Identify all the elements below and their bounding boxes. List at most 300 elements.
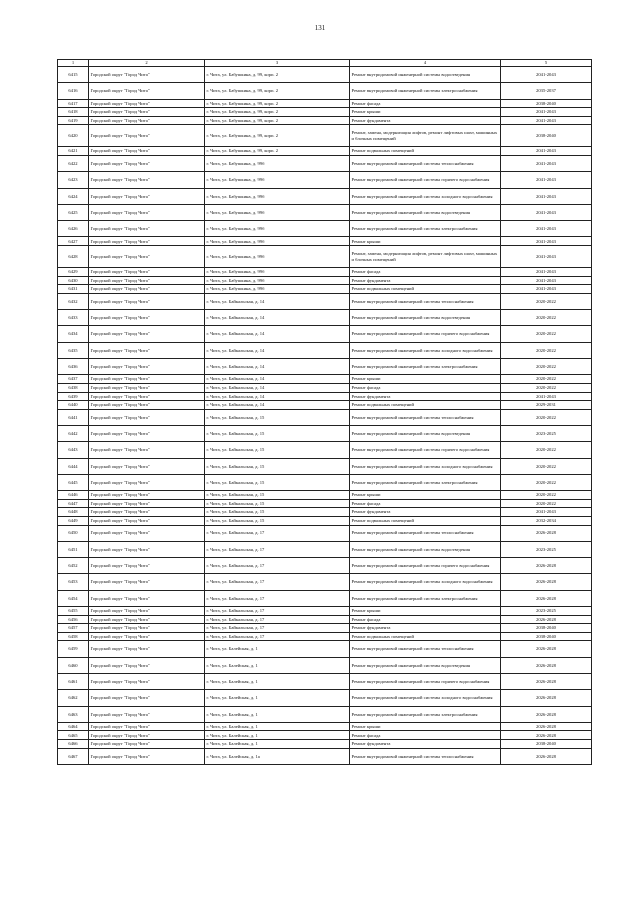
- row-number-cell: 6433: [58, 310, 89, 326]
- table-row: [58, 508, 592, 517]
- table-row: [58, 641, 592, 657]
- work-type-cell: Ремонт внутридомовой инженерной системы теплоснабжения: [350, 293, 501, 309]
- column-header: 3: [205, 60, 350, 67]
- work-type-cell: Ремонт подвальных помещений: [350, 285, 501, 294]
- municipality-cell: Городской округ "Город Чита": [89, 342, 205, 358]
- row-number-cell: 6417: [58, 99, 89, 108]
- column-number-row: [58, 60, 592, 67]
- period-cell: 2026-2028: [501, 722, 592, 731]
- municipality-cell: Городской округ "Город Чита": [89, 458, 205, 474]
- table-row: [58, 310, 592, 326]
- municipality-cell: Городской округ "Город Чита": [89, 83, 205, 99]
- work-type-cell: Ремонт внутридомовой инженерной системы теплоснабжения: [350, 155, 501, 171]
- work-type-cell: Ремонт внутридомовой инженерной системы холодного водоснабжения: [350, 342, 501, 358]
- municipality-cell: Городской округ "Город Чита": [89, 525, 205, 541]
- work-type-cell: Ремонт внутридомовой инженерной системы электроснабжения: [350, 474, 501, 490]
- municipality-cell: Городской округ "Город Чита": [89, 574, 205, 590]
- address-cell: г. Чита, ул. Балейская, д. 1: [205, 641, 350, 657]
- work-type-cell: Ремонт крыши: [350, 607, 501, 616]
- table-row: [58, 285, 592, 294]
- municipality-cell: Городской округ "Город Чита": [89, 172, 205, 188]
- row-number-cell: 6419: [58, 116, 89, 125]
- work-type-cell: Ремонт, замена, модернизация лифтов, ремонт лифтовых шахт, машинных и блочных помещений: [350, 246, 501, 268]
- table-row: [58, 425, 592, 441]
- address-cell: г. Чита, ул. Бабушкина, д. 99, корп. 2: [205, 99, 350, 108]
- work-type-cell: Ремонт фасада: [350, 731, 501, 740]
- address-cell: г. Чита, ул. Бабушкина, д. 99б: [205, 204, 350, 220]
- address-cell: г. Чита, ул. Бабушкина, д. 99б: [205, 276, 350, 285]
- period-cell: 2026-2028: [501, 657, 592, 673]
- address-cell: г. Чита, ул. Бабушкина, д. 99, корп. 2: [205, 108, 350, 117]
- address-cell: г. Чита, ул. Балейская, д. 1: [205, 706, 350, 722]
- period-cell: 2038-2040: [501, 125, 592, 147]
- column-header: 1: [58, 60, 89, 67]
- row-number-cell: 6434: [58, 326, 89, 342]
- row-number-cell: 6450: [58, 525, 89, 541]
- municipality-cell: Городской округ "Город Чита": [89, 125, 205, 147]
- period-cell: 2041-2043: [501, 276, 592, 285]
- work-type-cell: Ремонт крыши: [350, 491, 501, 500]
- work-type-cell: Ремонт внутридомовой инженерной системы теплоснабжения: [350, 409, 501, 425]
- address-cell: г. Чита, ул. Байкальская, д. 17: [205, 541, 350, 557]
- period-cell: 2038-2040: [501, 632, 592, 641]
- table-row: [58, 458, 592, 474]
- work-type-cell: Ремонт фундамента: [350, 276, 501, 285]
- table-row: [58, 383, 592, 392]
- period-cell: 2020-2022: [501, 293, 592, 309]
- address-cell: г. Чита, ул. Байкальская, д. 14: [205, 401, 350, 410]
- work-type-cell: Ремонт внутридомовой инженерной системы электроснабжения: [350, 221, 501, 237]
- table-row: [58, 474, 592, 490]
- period-cell: 2026-2028: [501, 525, 592, 541]
- row-number-cell: 6453: [58, 574, 89, 590]
- municipality-cell: Городской округ "Город Чита": [89, 401, 205, 410]
- row-number-cell: 6444: [58, 458, 89, 474]
- table-row: [58, 740, 592, 749]
- period-cell: 2041-2043: [501, 508, 592, 517]
- table-row: [58, 204, 592, 220]
- period-cell: 2041-2043: [501, 246, 592, 268]
- period-cell: 2041-2043: [501, 172, 592, 188]
- table-row: [58, 722, 592, 731]
- address-cell: г. Чита, ул. Байкальская, д. 14: [205, 342, 350, 358]
- address-cell: г. Чита, ул. Байкальская, д. 17: [205, 615, 350, 624]
- row-number-cell: 6448: [58, 508, 89, 517]
- period-cell: 2041-2043: [501, 237, 592, 246]
- address-cell: г. Чита, ул. Бабушкина, д. 99б: [205, 285, 350, 294]
- table-row: [58, 706, 592, 722]
- row-number-cell: 6418: [58, 108, 89, 117]
- address-cell: г. Чита, ул. Балейская, д. 1: [205, 690, 350, 706]
- row-number-cell: 6422: [58, 155, 89, 171]
- municipality-cell: Городской округ "Город Чита": [89, 155, 205, 171]
- work-type-cell: Ремонт фасада: [350, 383, 501, 392]
- municipality-cell: Городской округ "Город Чита": [89, 276, 205, 285]
- period-cell: 2041-2043: [501, 268, 592, 277]
- row-number-cell: 6424: [58, 188, 89, 204]
- table-row: [58, 276, 592, 285]
- row-number-cell: 6425: [58, 204, 89, 220]
- row-number-cell: 6463: [58, 706, 89, 722]
- municipality-cell: Городской округ "Город Чита": [89, 359, 205, 375]
- period-cell: 2038-2040: [501, 624, 592, 633]
- work-type-cell: Ремонт подвальных помещений: [350, 401, 501, 410]
- row-number-cell: 6457: [58, 624, 89, 633]
- table-row: [58, 359, 592, 375]
- work-type-cell: Ремонт внутридомовой инженерной системы горячего водоснабжения: [350, 326, 501, 342]
- municipality-cell: Городской округ "Город Чита": [89, 392, 205, 401]
- table-row: [58, 632, 592, 641]
- period-cell: 2038-2040: [501, 740, 592, 749]
- work-type-cell: Ремонт внутридомовой инженерной системы электроснабжения: [350, 706, 501, 722]
- capital-repair-table: [57, 59, 592, 765]
- table-row: [58, 624, 592, 633]
- table-row: [58, 674, 592, 690]
- period-cell: 2041-2043: [501, 108, 592, 117]
- row-number-cell: 6462: [58, 690, 89, 706]
- municipality-cell: Городской округ "Город Чита": [89, 237, 205, 246]
- municipality-cell: Городской округ "Город Чита": [89, 246, 205, 268]
- period-cell: 2041-2043: [501, 392, 592, 401]
- period-cell: 2041-2043: [501, 221, 592, 237]
- row-number-cell: 6421: [58, 147, 89, 156]
- municipality-cell: Городской округ "Город Чита": [89, 188, 205, 204]
- row-number-cell: 6443: [58, 442, 89, 458]
- municipality-cell: Городской округ "Город Чита": [89, 293, 205, 309]
- work-type-cell: Ремонт внутридомовой инженерной системы водоотведения: [350, 657, 501, 673]
- table-row: [58, 342, 592, 358]
- table-row: [58, 268, 592, 277]
- work-type-cell: Ремонт внутридомовой инженерной системы горячего водоснабжения: [350, 172, 501, 188]
- work-type-cell: Ремонт подвальных помещений: [350, 632, 501, 641]
- table-row: [58, 392, 592, 401]
- municipality-cell: Городской округ "Город Чита": [89, 731, 205, 740]
- municipality-cell: Городской округ "Город Чита": [89, 474, 205, 490]
- work-type-cell: Ремонт крыши: [350, 108, 501, 117]
- period-cell: 2020-2022: [501, 383, 592, 392]
- table-row: [58, 499, 592, 508]
- period-cell: 2020-2022: [501, 342, 592, 358]
- municipality-cell: Городской округ "Город Чита": [89, 375, 205, 384]
- address-cell: г. Чита, ул. Байкальская, д. 17: [205, 607, 350, 616]
- table-row: [58, 221, 592, 237]
- row-number-cell: 6447: [58, 499, 89, 508]
- period-cell: 2020-2022: [501, 375, 592, 384]
- municipality-cell: Городской округ "Город Чита": [89, 590, 205, 606]
- address-cell: г. Чита, ул. Балейская, д. 1: [205, 657, 350, 673]
- work-type-cell: Ремонт внутридомовой инженерной системы холодного водоснабжения: [350, 690, 501, 706]
- row-number-cell: 6439: [58, 392, 89, 401]
- period-cell: 2026-2028: [501, 641, 592, 657]
- table-row: [58, 326, 592, 342]
- work-type-cell: Ремонт внутридомовой инженерной системы горячего водоснабжения: [350, 442, 501, 458]
- municipality-cell: Городской округ "Город Чита": [89, 268, 205, 277]
- municipality-cell: Городской округ "Город Чита": [89, 607, 205, 616]
- municipality-cell: Городской округ "Город Чита": [89, 657, 205, 673]
- period-cell: 2020-2022: [501, 326, 592, 342]
- period-cell: 2041-2043: [501, 147, 592, 156]
- work-type-cell: Ремонт фасада: [350, 499, 501, 508]
- work-type-cell: Ремонт подвальных помещений: [350, 147, 501, 156]
- municipality-cell: Городской округ "Город Чита": [89, 442, 205, 458]
- work-type-cell: Ремонт фасада: [350, 268, 501, 277]
- period-cell: 2020-2022: [501, 458, 592, 474]
- period-cell: 2041-2043: [501, 67, 592, 83]
- table-row: [58, 442, 592, 458]
- row-number-cell: 6465: [58, 731, 89, 740]
- address-cell: г. Чита, ул. Байкальская, д. 17: [205, 574, 350, 590]
- work-type-cell: Ремонт внутридомовой инженерной системы водоотведения: [350, 541, 501, 557]
- address-cell: г. Чита, ул. Бабушкина, д. 99б: [205, 188, 350, 204]
- address-cell: г. Чита, ул. Бабушкина, д. 99, корп. 2: [205, 147, 350, 156]
- address-cell: г. Чита, ул. Байкальская, д. 14: [205, 293, 350, 309]
- municipality-cell: Городской округ "Город Чита": [89, 508, 205, 517]
- row-number-cell: 6459: [58, 641, 89, 657]
- period-cell: 2026-2028: [501, 674, 592, 690]
- period-cell: 2020-2022: [501, 310, 592, 326]
- address-cell: г. Чита, ул. Байкальская, д. 15: [205, 491, 350, 500]
- row-number-cell: 6426: [58, 221, 89, 237]
- work-type-cell: Ремонт внутридомовой инженерной системы электроснабжения: [350, 83, 501, 99]
- period-cell: 2029-2031: [501, 401, 592, 410]
- address-cell: г. Чита, ул. Байкальская, д. 15: [205, 499, 350, 508]
- address-cell: г. Чита, ул. Байкальская, д. 17: [205, 624, 350, 633]
- period-cell: 2041-2043: [501, 155, 592, 171]
- address-cell: г. Чита, ул. Байкальская, д. 17: [205, 590, 350, 606]
- table-row: [58, 615, 592, 624]
- table-row: [58, 375, 592, 384]
- row-number-cell: 6454: [58, 590, 89, 606]
- municipality-cell: Городской округ "Город Чита": [89, 67, 205, 83]
- work-type-cell: Ремонт внутридомовой инженерной системы теплоснабжения: [350, 748, 501, 764]
- table-row: [58, 188, 592, 204]
- table-row: [58, 246, 592, 268]
- table-row: [58, 155, 592, 171]
- table-row: [58, 83, 592, 99]
- address-cell: г. Чита, ул. Балейская, д. 1: [205, 722, 350, 731]
- address-cell: г. Чита, ул. Бабушкина, д. 99б: [205, 246, 350, 268]
- work-type-cell: Ремонт внутридомовой инженерной системы холодного водоснабжения: [350, 458, 501, 474]
- period-cell: 2035-2037: [501, 83, 592, 99]
- row-number-cell: 6441: [58, 409, 89, 425]
- table-row: [58, 748, 592, 764]
- table-row: [58, 590, 592, 606]
- period-cell: 2026-2028: [501, 706, 592, 722]
- period-cell: 2026-2028: [501, 558, 592, 574]
- row-number-cell: 6461: [58, 674, 89, 690]
- period-cell: 2026-2028: [501, 590, 592, 606]
- municipality-cell: Городской округ "Город Чита": [89, 204, 205, 220]
- municipality-cell: Городской округ "Город Чита": [89, 147, 205, 156]
- work-type-cell: Ремонт внутридомовой инженерной системы электроснабжения: [350, 590, 501, 606]
- municipality-cell: Городской округ "Город Чита": [89, 748, 205, 764]
- address-cell: г. Чита, ул. Байкальская, д. 14: [205, 383, 350, 392]
- table-row: [58, 409, 592, 425]
- municipality-cell: Городской округ "Город Чита": [89, 383, 205, 392]
- row-number-cell: 6416: [58, 83, 89, 99]
- work-type-cell: Ремонт подвальных помещений: [350, 516, 501, 525]
- row-number-cell: 6438: [58, 383, 89, 392]
- address-cell: г. Чита, ул. Байкальская, д. 15: [205, 508, 350, 517]
- row-number-cell: 6451: [58, 541, 89, 557]
- period-cell: 2020-2022: [501, 359, 592, 375]
- row-number-cell: 6436: [58, 359, 89, 375]
- work-type-cell: Ремонт фундамента: [350, 116, 501, 125]
- address-cell: г. Чита, ул. Бабушкина, д. 99б: [205, 221, 350, 237]
- table-row: [58, 574, 592, 590]
- address-cell: г. Чита, ул. Бабушкина, д. 99, корп. 2: [205, 125, 350, 147]
- table-row: [58, 525, 592, 541]
- period-cell: 2026-2028: [501, 690, 592, 706]
- table-row: [58, 237, 592, 246]
- municipality-cell: Городской округ "Город Чита": [89, 615, 205, 624]
- work-type-cell: Ремонт крыши: [350, 722, 501, 731]
- row-number-cell: 6435: [58, 342, 89, 358]
- table-row: [58, 558, 592, 574]
- period-cell: 2026-2028: [501, 748, 592, 764]
- municipality-cell: Городской округ "Город Чита": [89, 674, 205, 690]
- work-type-cell: Ремонт фундамента: [350, 392, 501, 401]
- period-cell: 2041-2043: [501, 285, 592, 294]
- address-cell: г. Чита, ул. Байкальская, д. 15: [205, 425, 350, 441]
- table-row: [58, 690, 592, 706]
- address-cell: г. Чита, ул. Байкальская, д. 15: [205, 409, 350, 425]
- municipality-cell: Городской округ "Город Чита": [89, 99, 205, 108]
- address-cell: г. Чита, ул. Байкальская, д. 15: [205, 474, 350, 490]
- address-cell: г. Чита, ул. Бабушкина, д. 99, корп. 2: [205, 83, 350, 99]
- period-cell: 2041-2043: [501, 116, 592, 125]
- municipality-cell: Городской округ "Город Чита": [89, 491, 205, 500]
- row-number-cell: 6442: [58, 425, 89, 441]
- municipality-cell: Городской округ "Город Чита": [89, 641, 205, 657]
- address-cell: г. Чита, ул. Байкальская, д. 14: [205, 310, 350, 326]
- municipality-cell: Городской округ "Город Чита": [89, 706, 205, 722]
- municipality-cell: Городской округ "Город Чита": [89, 558, 205, 574]
- row-number-cell: 6449: [58, 516, 89, 525]
- work-type-cell: Ремонт внутридомовой инженерной системы теплоснабжения: [350, 641, 501, 657]
- work-type-cell: Ремонт фундамента: [350, 740, 501, 749]
- page-number: 131: [314, 24, 326, 32]
- row-number-cell: 6455: [58, 607, 89, 616]
- address-cell: г. Чита, ул. Балейская, д. 1: [205, 740, 350, 749]
- work-type-cell: Ремонт фундамента: [350, 624, 501, 633]
- work-type-cell: Ремонт фасада: [350, 99, 501, 108]
- work-type-cell: Ремонт внутридомовой инженерной системы электроснабжения: [350, 359, 501, 375]
- table-row: [58, 516, 592, 525]
- address-cell: г. Чита, ул. Бабушкина, д. 99б: [205, 172, 350, 188]
- work-type-cell: Ремонт внутридомовой инженерной системы теплоснабжения: [350, 525, 501, 541]
- period-cell: 2041-2043: [501, 204, 592, 220]
- municipality-cell: Городской округ "Город Чита": [89, 690, 205, 706]
- address-cell: г. Чита, ул. Балейская, д. 1а: [205, 748, 350, 764]
- row-number-cell: 6431: [58, 285, 89, 294]
- column-header: 4: [350, 60, 501, 67]
- work-type-cell: Ремонт внутридомовой инженерной системы горячего водоснабжения: [350, 674, 501, 690]
- work-type-cell: Ремонт внутридомовой инженерной системы водоотведения: [350, 310, 501, 326]
- municipality-cell: Городской округ "Город Чита": [89, 409, 205, 425]
- municipality-cell: Городской округ "Город Чита": [89, 221, 205, 237]
- table-row: [58, 491, 592, 500]
- table-row: [58, 99, 592, 108]
- period-cell: 2032-2034: [501, 516, 592, 525]
- row-number-cell: 6446: [58, 491, 89, 500]
- address-cell: г. Чита, ул. Бабушкина, д. 99, корп. 2: [205, 116, 350, 125]
- municipality-cell: Городской округ "Город Чита": [89, 740, 205, 749]
- work-type-cell: Ремонт внутридомовой инженерной системы горячего водоснабжения: [350, 558, 501, 574]
- address-cell: г. Чита, ул. Байкальская, д. 15: [205, 458, 350, 474]
- period-cell: 2026-2028: [501, 574, 592, 590]
- row-number-cell: 6456: [58, 615, 89, 624]
- period-cell: 2026-2028: [501, 615, 592, 624]
- municipality-cell: Городской округ "Город Чита": [89, 541, 205, 557]
- municipality-cell: Городской округ "Город Чита": [89, 632, 205, 641]
- work-type-cell: Ремонт крыши: [350, 375, 501, 384]
- address-cell: г. Чита, ул. Байкальская, д. 15: [205, 442, 350, 458]
- address-cell: г. Чита, ул. Байкальская, д. 15: [205, 516, 350, 525]
- work-type-cell: Ремонт крыши: [350, 237, 501, 246]
- municipality-cell: Городской округ "Город Чита": [89, 499, 205, 508]
- municipality-cell: Городской округ "Город Чита": [89, 108, 205, 117]
- address-cell: г. Чита, ул. Бабушкина, д. 99б: [205, 268, 350, 277]
- address-cell: г. Чита, ул. Бабушкина, д. 99, корп. 2: [205, 67, 350, 83]
- period-cell: 2023-2025: [501, 607, 592, 616]
- municipality-cell: Городской округ "Город Чита": [89, 624, 205, 633]
- work-type-cell: Ремонт фундамента: [350, 508, 501, 517]
- period-cell: 2020-2022: [501, 409, 592, 425]
- row-number-cell: 6429: [58, 268, 89, 277]
- row-number-cell: 6432: [58, 293, 89, 309]
- address-cell: г. Чита, ул. Байкальская, д. 14: [205, 392, 350, 401]
- row-number-cell: 6437: [58, 375, 89, 384]
- table-row: [58, 293, 592, 309]
- row-number-cell: 6428: [58, 246, 89, 268]
- address-cell: г. Чита, ул. Бабушкина, д. 99б: [205, 155, 350, 171]
- period-cell: 2023-2025: [501, 425, 592, 441]
- row-number-cell: 6458: [58, 632, 89, 641]
- address-cell: г. Чита, ул. Балейская, д. 1: [205, 674, 350, 690]
- address-cell: г. Чита, ул. Бабушкина, д. 99б: [205, 237, 350, 246]
- address-cell: г. Чита, ул. Байкальская, д. 14: [205, 326, 350, 342]
- table-row: [58, 67, 592, 83]
- column-header: 5: [501, 60, 592, 67]
- address-cell: г. Чита, ул. Байкальская, д. 17: [205, 632, 350, 641]
- table-row: [58, 401, 592, 410]
- municipality-cell: Городской округ "Город Чита": [89, 116, 205, 125]
- work-type-cell: Ремонт внутридомовой инженерной системы водоотведения: [350, 204, 501, 220]
- row-number-cell: 6440: [58, 401, 89, 410]
- period-cell: 2020-2022: [501, 491, 592, 500]
- row-number-cell: 6460: [58, 657, 89, 673]
- address-cell: г. Чита, ул. Балейская, д. 1: [205, 731, 350, 740]
- row-number-cell: 6430: [58, 276, 89, 285]
- period-cell: 2020-2022: [501, 499, 592, 508]
- table-body: [58, 67, 592, 765]
- work-type-cell: Ремонт внутридомовой инженерной системы водоотведения: [350, 67, 501, 83]
- period-cell: 2020-2022: [501, 474, 592, 490]
- table-row: [58, 607, 592, 616]
- work-type-cell: Ремонт внутридомовой инженерной системы водоотведения: [350, 425, 501, 441]
- row-number-cell: 6415: [58, 67, 89, 83]
- address-cell: г. Чита, ул. Байкальская, д. 17: [205, 558, 350, 574]
- table-row: [58, 116, 592, 125]
- period-cell: 2026-2028: [501, 731, 592, 740]
- table-row: [58, 541, 592, 557]
- work-type-cell: Ремонт фасада: [350, 615, 501, 624]
- period-cell: 2023-2025: [501, 541, 592, 557]
- work-type-cell: Ремонт внутридомовой инженерной системы холодного водоснабжения: [350, 188, 501, 204]
- row-number-cell: 6420: [58, 125, 89, 147]
- work-type-cell: Ремонт, замена, модернизация лифтов, ремонт лифтовых шахт, машинных и блочных помещений: [350, 125, 501, 147]
